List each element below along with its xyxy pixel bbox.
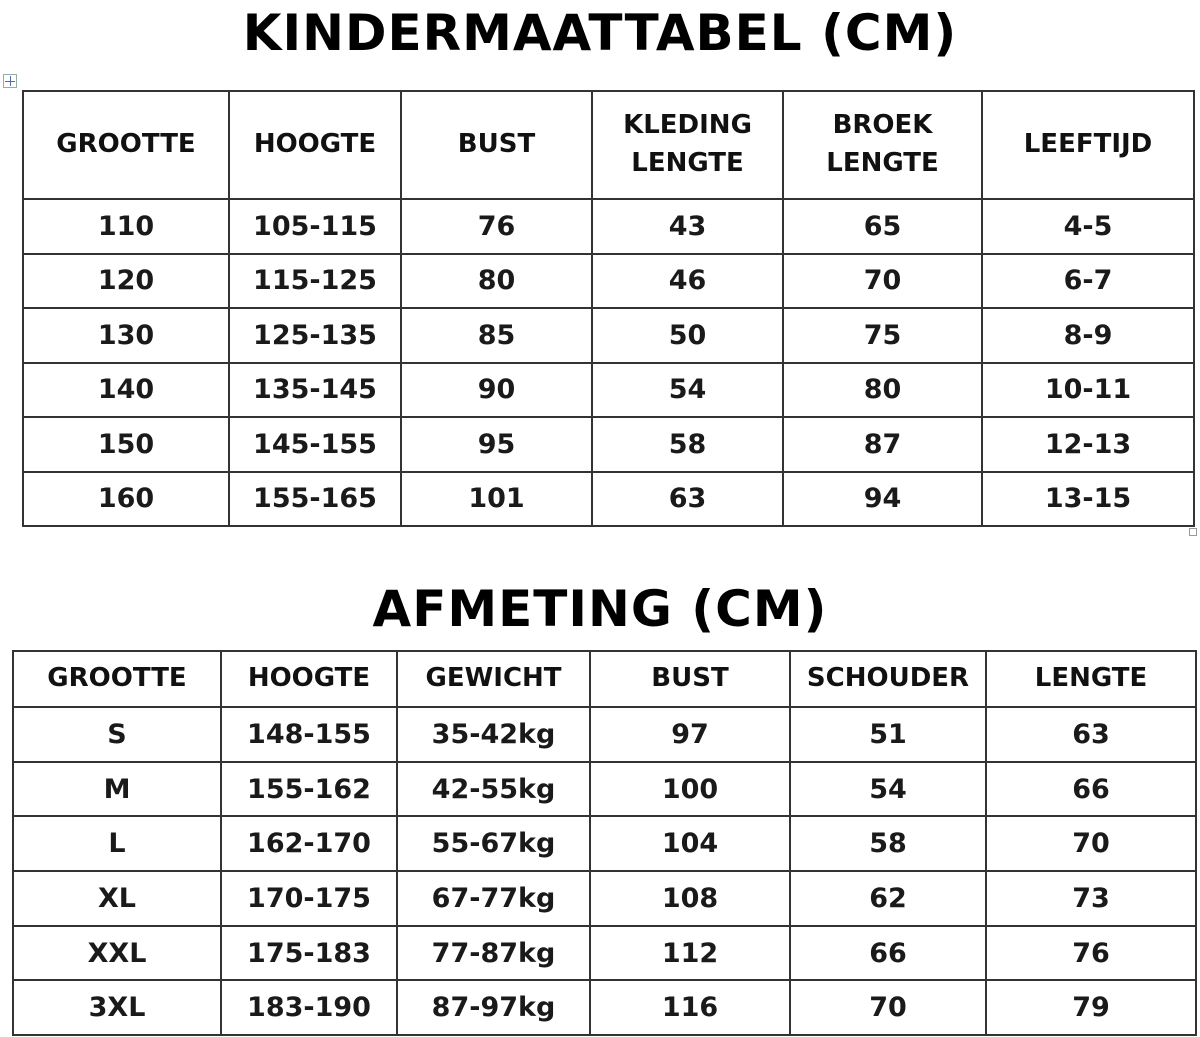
cell-schouder: 54 — [790, 762, 986, 817]
table-row — [13, 871, 1196, 926]
cell-lengte: 79 — [986, 980, 1196, 1035]
cell-grootte: XL — [13, 871, 221, 926]
cell-bust: 108 — [590, 871, 790, 926]
cell-bust: 100 — [590, 762, 790, 817]
cell-grootte: M — [13, 762, 221, 817]
cell-gewicht: 55-67kg — [397, 816, 590, 871]
cell-bust: 97 — [590, 707, 790, 762]
cell-kleding-lengte: 54 — [592, 363, 783, 418]
cell-bust: 76 — [401, 199, 592, 254]
cell-schouder: 51 — [790, 707, 986, 762]
table-header-row — [13, 651, 1196, 707]
cell-hoogte: 175-183 — [221, 926, 397, 981]
cell-broek-lengte: 75 — [783, 308, 982, 363]
cell-gewicht: 67-77kg — [397, 871, 590, 926]
adult-size-chart-title: AFMETING (CM) — [372, 580, 828, 638]
cell-leeftijd: 8-9 — [982, 308, 1194, 363]
cell-hoogte: 155-162 — [221, 762, 397, 817]
cell-hoogte: 183-190 — [221, 980, 397, 1035]
cell-lengte: 70 — [986, 816, 1196, 871]
header-grootte: GROOTTE — [13, 651, 221, 707]
cell-schouder: 70 — [790, 980, 986, 1035]
cell-kleding-lengte: 46 — [592, 254, 783, 309]
table-row — [13, 762, 1196, 817]
cell-grootte: XXL — [13, 926, 221, 981]
cell-hoogte: 135-145 — [229, 363, 401, 418]
header-bust: BUST — [401, 91, 592, 199]
cell-broek-lengte: 65 — [783, 199, 982, 254]
header-broek-lengte: BROEK LENGTE — [783, 91, 982, 199]
cell-hoogte: 155-165 — [229, 472, 401, 527]
table-row — [13, 707, 1196, 762]
cell-gewicht: 77-87kg — [397, 926, 590, 981]
cell-kleding-lengte: 43 — [592, 199, 783, 254]
cell-grootte: 140 — [23, 363, 229, 418]
cell-grootte: 150 — [23, 417, 229, 472]
cell-gewicht: 42-55kg — [397, 762, 590, 817]
kids-size-table — [22, 90, 1195, 527]
cell-hoogte: 162-170 — [221, 816, 397, 871]
cell-lengte: 66 — [986, 762, 1196, 817]
cell-leeftijd: 4-5 — [982, 199, 1194, 254]
cell-hoogte: 148-155 — [221, 707, 397, 762]
cell-grootte: L — [13, 816, 221, 871]
cell-bust: 116 — [590, 980, 790, 1035]
header-grootte: GROOTTE — [23, 91, 229, 199]
cell-grootte: S — [13, 707, 221, 762]
cell-leeftijd: 10-11 — [982, 363, 1194, 418]
cell-grootte: 130 — [23, 308, 229, 363]
table-row — [13, 816, 1196, 871]
table-row — [23, 254, 1194, 309]
cell-hoogte: 125-135 — [229, 308, 401, 363]
cell-lengte: 73 — [986, 871, 1196, 926]
header-leeftijd: LEEFTIJD — [982, 91, 1194, 199]
cell-bust: 85 — [401, 308, 592, 363]
cell-schouder: 66 — [790, 926, 986, 981]
table-row — [13, 980, 1196, 1035]
header-kleding-lengte: KLEDING LENGTE — [592, 91, 783, 199]
cell-hoogte: 105-115 — [229, 199, 401, 254]
table-row — [23, 417, 1194, 472]
cell-broek-lengte: 80 — [783, 363, 982, 418]
cell-kleding-lengte: 50 — [592, 308, 783, 363]
cell-bust: 80 — [401, 254, 592, 309]
cell-leeftijd: 12-13 — [982, 417, 1194, 472]
cell-bust: 95 — [401, 417, 592, 472]
cell-broek-lengte: 70 — [783, 254, 982, 309]
cell-grootte: 160 — [23, 472, 229, 527]
cell-schouder: 62 — [790, 871, 986, 926]
cell-gewicht: 87-97kg — [397, 980, 590, 1035]
cell-grootte: 110 — [23, 199, 229, 254]
table-row — [23, 472, 1194, 527]
table-row — [23, 199, 1194, 254]
cell-kleding-lengte: 58 — [592, 417, 783, 472]
cell-bust: 90 — [401, 363, 592, 418]
header-hoogte: HOOGTE — [229, 91, 401, 199]
table-header-row — [23, 91, 1194, 199]
cell-lengte: 63 — [986, 707, 1196, 762]
table-move-handle-icon[interactable] — [3, 74, 17, 88]
cell-broek-lengte: 87 — [783, 417, 982, 472]
cell-bust: 104 — [590, 816, 790, 871]
table-row — [23, 308, 1194, 363]
cell-grootte: 3XL — [13, 980, 221, 1035]
cell-grootte: 120 — [23, 254, 229, 309]
header-gewicht: GEWICHT — [397, 651, 590, 707]
cell-bust: 101 — [401, 472, 592, 527]
table-row — [23, 363, 1194, 418]
table-row — [13, 926, 1196, 981]
header-schouder: SCHOUDER — [790, 651, 986, 707]
cell-bust: 112 — [590, 926, 790, 981]
cell-leeftijd: 13-15 — [982, 472, 1194, 527]
cell-leeftijd: 6-7 — [982, 254, 1194, 309]
table-resize-handle-icon[interactable] — [1189, 528, 1197, 536]
header-hoogte: HOOGTE — [221, 651, 397, 707]
kids-size-chart-title: KINDERMAATTABEL (CM) — [242, 4, 958, 62]
cell-lengte: 76 — [986, 926, 1196, 981]
cell-schouder: 58 — [790, 816, 986, 871]
cell-hoogte: 145-155 — [229, 417, 401, 472]
cell-hoogte: 115-125 — [229, 254, 401, 309]
cell-hoogte: 170-175 — [221, 871, 397, 926]
adult-size-table — [12, 650, 1197, 1036]
cell-gewicht: 35-42kg — [397, 707, 590, 762]
header-lengte: LENGTE — [986, 651, 1196, 707]
header-bust: BUST — [590, 651, 790, 707]
cell-broek-lengte: 94 — [783, 472, 982, 527]
cell-kleding-lengte: 63 — [592, 472, 783, 527]
